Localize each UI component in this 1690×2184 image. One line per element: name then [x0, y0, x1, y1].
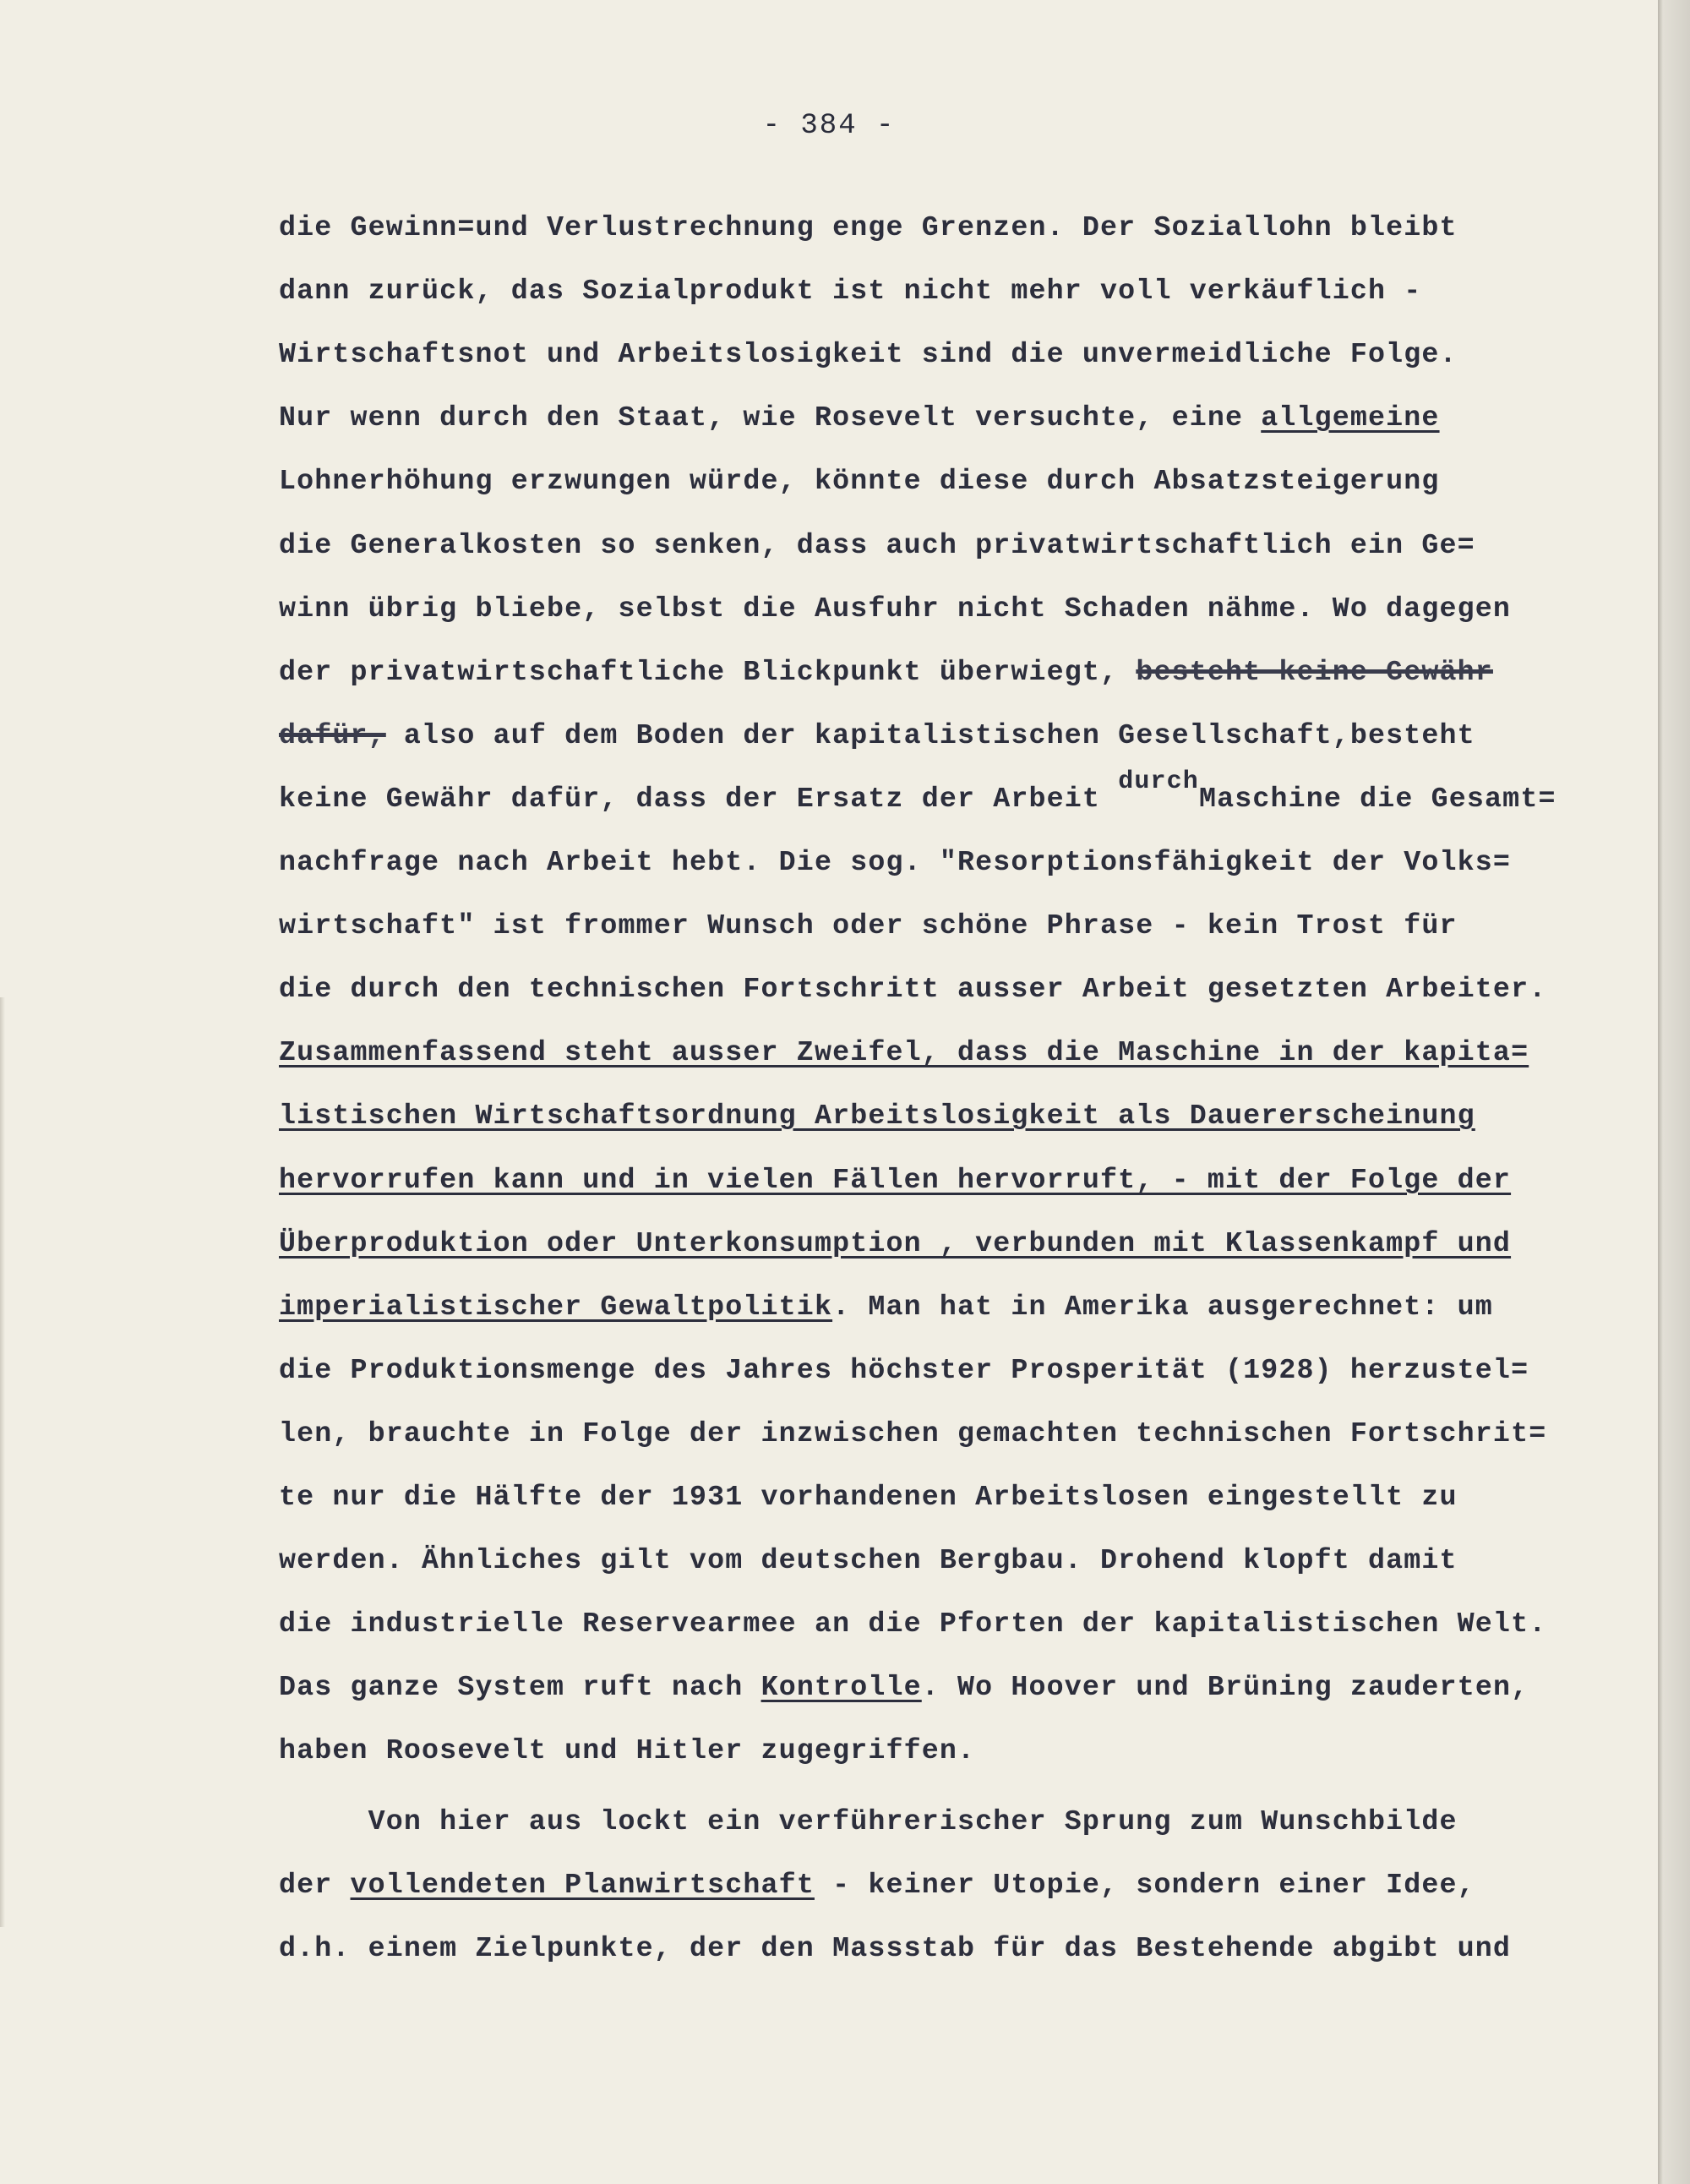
text-line [279, 1800, 1458, 1843]
text-segment: keine Gewähr dafür, dass der Ersatz der Arbeit [279, 783, 1119, 815]
text-segment: . Wo Hoover und Brüning zauderten, [921, 1671, 1529, 1703]
text-line [279, 1349, 1529, 1391]
text-segment: - keiner Utopie, sondern einer Idee, [814, 1869, 1475, 1901]
text-segment: Wirtschaftsnot und Arbeitslosigkeit sind die unvermeidliche Folge. [279, 338, 1458, 370]
text-line [279, 1095, 1475, 1137]
text-segment: die durch den technischen Fortschritt ausser Arbeit gesetzten Arbeiter. [279, 973, 1547, 1005]
text-line [279, 524, 1475, 566]
text-line [279, 904, 1458, 947]
text-line [279, 1539, 1458, 1581]
text-segment: winn übrig bliebe, selbst die Ausfuhr nicht Schaden nähme. Wo dagegen [279, 592, 1512, 625]
text-segment: die Produktionsmenge des Jahres höchster Prosperität (1928) herzustel= [279, 1354, 1529, 1386]
underline-text-segment: imperialistischer Gewaltpolitik [279, 1291, 833, 1323]
text-segment: der privatwirtschaftliche Blickpunkt überwiegt, [279, 656, 1137, 688]
text-segment: werden. Ähnliches gilt vom deutschen Bergbau. Drohend klopft damit [279, 1544, 1458, 1576]
underline-text-segment: listischen Wirtschaftsordnung Arbeitslosigkeit als Dauererscheinung [279, 1100, 1475, 1132]
underline-text-segment: allgemeine [1261, 401, 1440, 434]
text-line [279, 1927, 1511, 1969]
text-line [279, 968, 1546, 1010]
text-segment: te nur die Hälfte der 1931 vorhandenen Arbeitslosen eingestellt zu [279, 1481, 1458, 1513]
text-line [279, 1864, 1475, 1906]
text-line [279, 1729, 975, 1772]
text-segment: Nur wenn durch den Staat, wie Rosevelt versuchte, eine [279, 401, 1262, 434]
text-line [279, 841, 1511, 883]
text-segment: Maschine die Gesamt= [1198, 783, 1556, 815]
text-line [279, 270, 1421, 312]
text-segment: die Generalkosten so senken, dass auch privatwirtschaftlich ein Ge= [279, 529, 1475, 561]
text-line [279, 1159, 1511, 1201]
text-line [279, 460, 1440, 502]
text-line [279, 1412, 1546, 1455]
underline-text-segment: Zusammenfassend steht ausser Zweifel, dass die Maschine in der kapita= [279, 1036, 1529, 1068]
strike-text-segment: besteht keine Gewähr [1136, 656, 1493, 688]
page-edge [1658, 0, 1690, 2184]
text-segment: wirtschaft" ist frommer Wunsch oder schöne Phrase - kein Trost für [279, 909, 1458, 942]
text-segment: Lohnerhöhung erzwungen würde, könnte diese durch Absatzsteigerung [279, 465, 1440, 497]
strike-text-segment: dafür, [279, 719, 386, 751]
text-segment: haben Roosevelt und Hitler zugegriffen. [279, 1734, 976, 1766]
text-line [279, 1031, 1529, 1073]
page-fold-shadow [0, 997, 5, 1927]
text-segment: der [279, 1869, 351, 1901]
text-segment: also auf dem Boden der kapitalistischen Gesellschaft,besteht [385, 719, 1475, 751]
text-segment: len, brauchte in Folge der inzwischen gemachten technischen Fortschrit= [279, 1417, 1547, 1450]
text-line [279, 651, 1493, 693]
text-segment: die industrielle Reservearmee an die Pforten der kapitalistischen Welt. [279, 1608, 1547, 1640]
underline-text-segment: vollendeten Planwirtschaft [350, 1869, 815, 1901]
text-line [279, 333, 1458, 375]
underline-text-segment: hervorrufen kann und in vielen Fällen hervorruft, - mit der Folge der [279, 1164, 1512, 1196]
text-segment: Das ganze System ruft nach [279, 1671, 761, 1703]
text-segment: die Gewinn=und Verlustrechnung enge Grenzen. Der Soziallohn bleibt [279, 211, 1458, 243]
text-segment: . Man hat in Amerika ausgerechnet: um [832, 1291, 1493, 1323]
text-line [279, 1476, 1458, 1518]
text-segment: dann zurück, das Sozialprodukt ist nicht mehr voll verkäuflich - [279, 275, 1422, 307]
text-line [279, 714, 1475, 756]
text-segment: nachfrage nach Arbeit hebt. Die sog. "Resorptionsfähigkeit der Volks= [279, 846, 1512, 878]
underline-text-segment: Überproduktion oder Unterkonsumption , verbunden mit Klassenkampf und [279, 1227, 1512, 1259]
text-line [279, 1666, 1529, 1708]
text-line [279, 587, 1511, 630]
page-number: - 384 - [762, 110, 896, 142]
text-segment: d.h. einem Zielpunkte, der den Massstab für das Bestehende abgibt und [279, 1932, 1512, 1964]
text-line [279, 396, 1440, 439]
text-line [279, 1222, 1511, 1264]
text-segment: Von hier aus lockt ein verführerischer Sprung zum Wunschbilde [279, 1805, 1458, 1837]
text-line [279, 767, 1556, 820]
text-line [279, 206, 1458, 248]
text-line [279, 1603, 1546, 1645]
text-line [279, 1286, 1493, 1328]
underline-text-segment: Kontrolle [760, 1671, 922, 1703]
sup-text-segment: durch [1118, 767, 1199, 796]
